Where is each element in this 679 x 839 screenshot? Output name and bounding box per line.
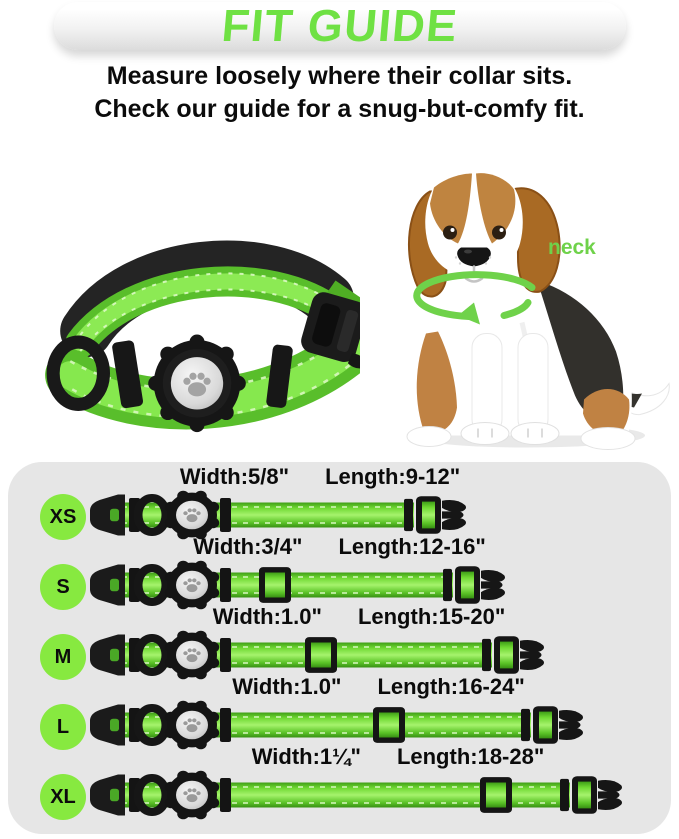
size-badge-label: XL xyxy=(50,785,76,808)
intro-line-2: Check our guide for a snug-but-comfy fit. xyxy=(94,95,585,123)
size-badge-xs xyxy=(40,494,86,540)
size-specs xyxy=(130,674,627,700)
width-spec: Width:1.0" xyxy=(232,674,342,699)
size-row-s xyxy=(8,534,671,610)
width-spec: Width:1.0" xyxy=(212,604,322,629)
size-badge-m xyxy=(40,634,86,680)
size-badge-l xyxy=(40,704,86,750)
hero-section xyxy=(0,128,679,458)
size-row-l xyxy=(8,674,671,750)
collar-graphic-s xyxy=(88,560,507,610)
width-spec: Width:5/8" xyxy=(179,464,290,489)
neck-label: neck xyxy=(548,236,596,259)
airtag-collar-illustration xyxy=(28,224,360,438)
airtag-holder-icon xyxy=(148,335,246,433)
title-banner xyxy=(54,2,626,50)
length-spec: Length:18-28" xyxy=(396,744,545,769)
length-spec: Length:12-16" xyxy=(338,534,486,559)
page-title: FIT GUIDE xyxy=(219,0,460,51)
size-badge-s xyxy=(40,564,86,610)
collar-graphic-xl xyxy=(88,770,624,820)
size-badge-label: S xyxy=(56,575,70,598)
width-spec: Width:1¼" xyxy=(251,744,361,769)
length-spec: Length:15-20" xyxy=(357,604,506,629)
beagle-illustration xyxy=(372,136,672,451)
collar-graphic-l xyxy=(88,700,585,750)
size-specs xyxy=(130,464,510,490)
size-specs xyxy=(130,744,666,770)
size-badge-label: M xyxy=(54,645,72,668)
size-specs xyxy=(130,534,549,560)
collar-graphic-xs xyxy=(88,490,468,540)
collar-graphic-m xyxy=(88,630,546,680)
size-row-xs xyxy=(8,464,671,540)
size-badge-label: XS xyxy=(49,505,77,528)
size-row-xl xyxy=(8,744,671,820)
intro-text xyxy=(0,60,679,126)
beagle-graphic xyxy=(372,136,672,451)
width-spec: Width:3/4" xyxy=(193,534,303,559)
size-guide-panel xyxy=(8,462,671,834)
size-row-m xyxy=(8,604,671,680)
size-specs xyxy=(130,604,588,630)
intro-line-1: Measure loosely where their collar sits. xyxy=(106,62,573,90)
length-spec: Length:9-12" xyxy=(325,464,461,489)
collar-graphic-hero xyxy=(28,224,360,438)
length-spec: Length:16-24" xyxy=(377,674,525,699)
size-badge-label: L xyxy=(56,715,70,738)
size-badge-xl xyxy=(40,774,86,820)
